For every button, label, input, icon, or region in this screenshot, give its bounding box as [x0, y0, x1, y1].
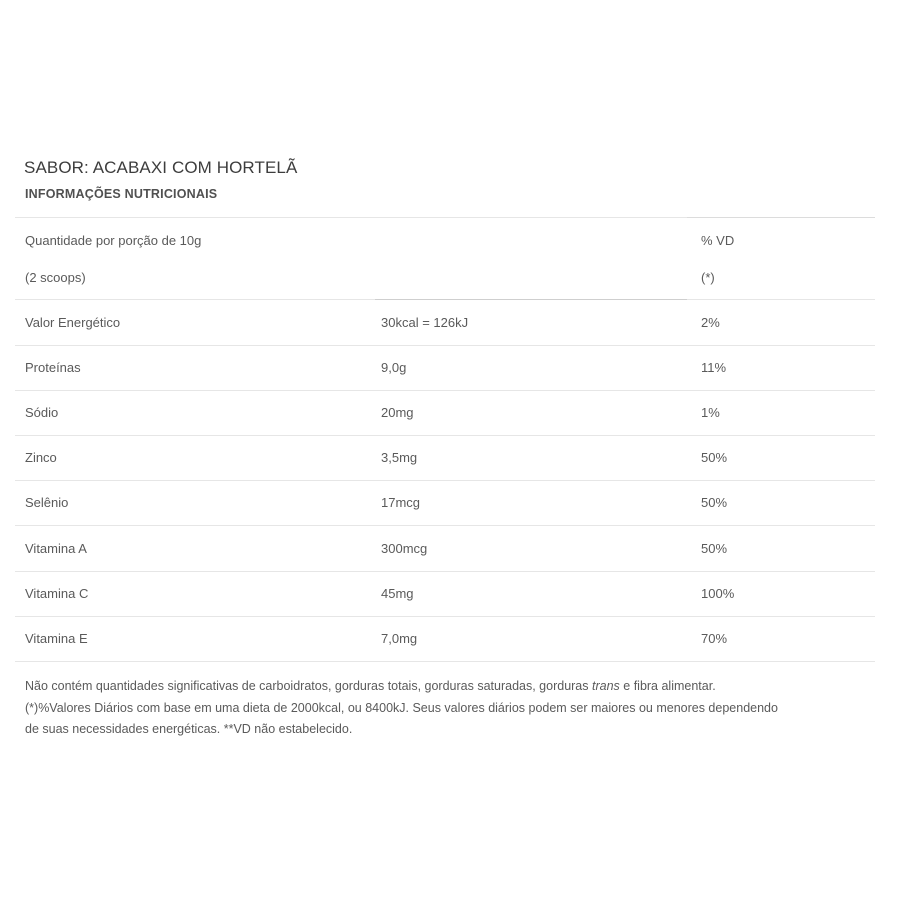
nutrient-vd: 100% [701, 586, 735, 601]
nutrient-vd: 70% [701, 631, 728, 646]
nutrient-name: Proteínas [25, 360, 81, 375]
footnote-text: e fibra alimentar. [619, 679, 716, 693]
table-bottom-border [15, 661, 875, 662]
row-divider [15, 390, 875, 391]
nutrient-vd: 1% [701, 405, 720, 420]
nutrient-vd: 50% [701, 450, 728, 465]
nutrient-amount: 20mg [381, 405, 414, 420]
header-bottom-border-mid [375, 299, 687, 300]
nutrient-amount: 9,0g [381, 360, 407, 375]
row-divider [15, 435, 875, 436]
nutrient-vd: 50% [701, 541, 728, 556]
nutrient-amount: 17mcg [381, 495, 421, 510]
nutrient-amount: 7,0mg [381, 631, 418, 646]
nutrient-name: Zinco [25, 450, 57, 465]
row-divider [15, 616, 875, 617]
row-divider [15, 345, 875, 346]
footnote-line [25, 676, 885, 698]
nutrient-name: Sódio [25, 405, 59, 420]
nutrient-amount: 3,5mg [381, 450, 418, 465]
nutrient-amount: 30kcal = 126kJ [381, 315, 469, 330]
nutrient-name: Vitamina A [25, 541, 87, 556]
footnote-line: (*)%Valores Diários com base em uma dieta de 2000kcal, ou 8400kJ. Seus valores diários podem ser maiores ou menores dependendo [25, 700, 778, 715]
nutrient-amount: 45mg [381, 586, 414, 601]
vd-sub-label: (*) [701, 270, 715, 285]
table-top-border-right [687, 217, 875, 218]
footnote-line: de suas necessidades energéticas. **VD não estabelecido. [25, 722, 353, 736]
nutrient-name: Vitamina C [25, 586, 89, 601]
vd-header: % VD [701, 233, 735, 248]
nutrient-vd: 11% [701, 360, 727, 375]
row-divider [15, 480, 875, 481]
footnote-italic-term: trans [592, 679, 620, 693]
nutrient-amount: 300mcg [381, 541, 428, 556]
row-divider [15, 571, 875, 572]
flavor-label: SABOR: ACABAXI COM HORTELÃ [24, 158, 298, 177]
header-bottom-border-left [15, 299, 375, 300]
portion-label: Quantidade por porção de 10g [25, 233, 202, 248]
nutrient-name: Selênio [25, 495, 69, 510]
nutrient-name: Vitamina E [25, 631, 88, 646]
nutrient-name: Valor Energético [25, 315, 121, 330]
footnote-text: Não contém quantidades significativas de carboidratos, gorduras totais, gorduras saturadas, gorduras [25, 679, 592, 693]
footnote [25, 676, 885, 741]
portion-sub-label: (2 scoops) [25, 270, 86, 285]
row-divider [15, 525, 875, 526]
table-top-border-left [15, 217, 687, 218]
nutrient-vd: 2% [701, 315, 720, 330]
nutrient-vd: 50% [701, 495, 728, 510]
section-title: INFORMAÇÕES NUTRICIONAIS [25, 187, 218, 201]
header-bottom-border-right [687, 299, 875, 300]
